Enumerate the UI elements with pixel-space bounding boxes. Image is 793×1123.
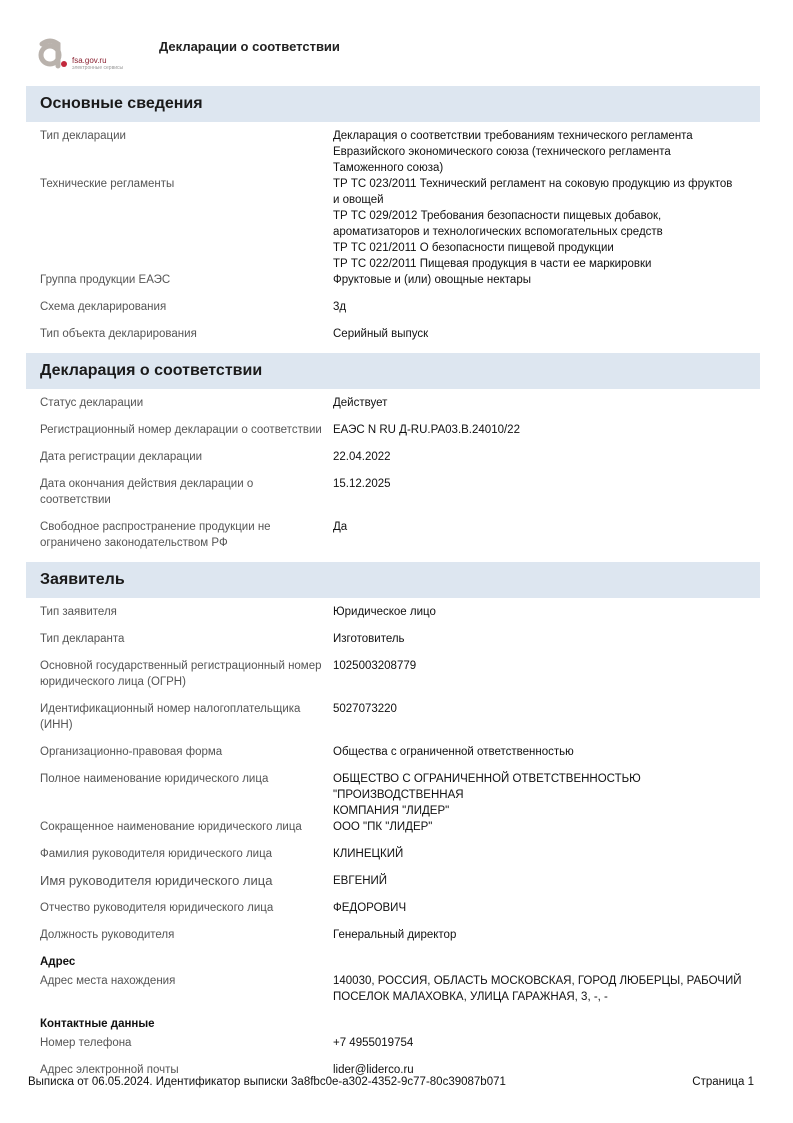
field-value: 22.04.2022: [333, 451, 391, 463]
field-value: Изготовитель: [333, 633, 405, 645]
field-value: Серийный выпуск: [333, 328, 429, 340]
field-value: Действует: [333, 397, 388, 409]
value-line: ТР ТС 021/2011 О безопасности пищевой продукции: [333, 242, 614, 254]
document-header: [30, 30, 760, 76]
field-label: Номер телефона: [40, 1037, 132, 1049]
field-label: Группа продукции ЕАЭС: [40, 274, 171, 286]
value-line: Евразийского экономического союза (технического регламента: [333, 146, 671, 158]
field-value: Да: [333, 521, 348, 533]
field-row: [26, 819, 760, 835]
field-label: Схема декларирования: [40, 301, 167, 313]
field-value: 1025003208779: [333, 660, 417, 672]
field-label: Технические регламенты: [40, 178, 175, 190]
field-label: Полное наименование юридического лица: [40, 773, 269, 785]
field-row: [26, 846, 760, 862]
value-line: Таможенного союза): [333, 162, 444, 174]
field-row: [26, 927, 760, 943]
logo-site-text: fsa.gov.ru: [72, 56, 107, 65]
fsa-logo-icon: [36, 36, 68, 70]
field-value: [333, 973, 760, 1005]
section-header-applicant: Заявитель: [26, 562, 760, 598]
value-line: ТР ТС 022/2011 Пищевая продукция в части ее маркировки: [333, 258, 652, 270]
field-value: Генеральный директор: [333, 929, 457, 941]
field-label: Основной государственный регистрационный номер юридического лица (ОГРН): [40, 660, 322, 688]
field-label: Регистрационный номер декларации о соответствии: [40, 424, 322, 436]
page-title: Декларации о соответствии: [159, 39, 340, 54]
contacts-subheading: Контактные данные: [40, 1018, 155, 1030]
field-row: [26, 176, 760, 272]
field-value: Общества с ограниченной ответственностью: [333, 746, 574, 758]
field-row: [26, 604, 760, 620]
field-value: Фруктовые и (или) овощные нектары: [333, 274, 531, 286]
field-value: [333, 176, 760, 272]
document-content: [26, 86, 760, 1089]
field-value: 5027073220: [333, 703, 397, 715]
fsa-logo: [36, 36, 146, 76]
value-line: ОБЩЕСТВО С ОГРАНИЧЕННОЙ ОТВЕТСТВЕННОСТЬЮ "ПРОИЗВОДСТВЕННАЯ: [333, 773, 641, 801]
field-row: [26, 519, 760, 551]
field-row: [26, 873, 760, 889]
field-value: ЕВГЕНИЙ: [333, 875, 388, 887]
field-row: [26, 449, 760, 465]
value-line: ТР ТС 023/2011 Технический регламент на соковую продукцию из фруктов: [333, 178, 733, 190]
field-value: [333, 128, 760, 176]
field-label: Сокращенное наименование юридического лица: [40, 821, 302, 833]
field-label: Имя руководителя юридического лица: [40, 873, 273, 888]
field-label: Свободное распространение продукции не ограничено законодательством РФ: [40, 521, 271, 549]
field-value: [333, 771, 760, 819]
field-row: [26, 744, 760, 760]
value-line: ароматизаторов и технологических вспомогательных средств: [333, 226, 663, 238]
field-row: [26, 299, 760, 315]
field-row: [26, 272, 760, 288]
extract-info: Выписка от 06.05.2024. Идентификатор выписки 3a8fbc0e-a302-4352-9c77-80c39087b071: [28, 1076, 506, 1088]
field-value: lider@liderco.ru: [333, 1064, 414, 1076]
field-label: Адрес места нахождения: [40, 975, 176, 987]
field-row: [26, 701, 760, 733]
field-value: ООО "ПК "ЛИДЕР": [333, 821, 433, 833]
logo-subtitle: электронные сервисы: [72, 65, 124, 71]
field-row: [26, 973, 760, 1005]
field-value: 3д: [333, 301, 347, 313]
value-line: и овощей: [333, 194, 384, 206]
field-label: Статус декларации: [40, 397, 144, 409]
document-footer: [28, 1076, 754, 1088]
field-row: [26, 1035, 760, 1051]
field-row: [26, 900, 760, 916]
field-label: Дата окончания действия декларации о соответствии: [40, 478, 254, 506]
section-main-rows: [26, 128, 760, 342]
field-value: КЛИНЕЦКИЙ: [333, 848, 404, 860]
field-value: ЕАЭС N RU Д-RU.РА03.В.24010/22: [333, 424, 520, 436]
field-label: Должность руководителя: [40, 929, 175, 941]
field-value: ФЕДОРОВИЧ: [333, 902, 407, 914]
field-row: [26, 631, 760, 647]
field-value: +7 4955019754: [333, 1037, 414, 1049]
value-line: 140030, РОССИЯ, ОБЛАСТЬ МОСКОВСКАЯ, ГОРОД ЛЮБЕРЦЫ, РАБОЧИЙ: [333, 975, 742, 987]
field-row: [26, 476, 760, 508]
field-row: [26, 422, 760, 438]
section-applicant-rows: [26, 604, 760, 1078]
field-label: Отчество руководителя юридического лица: [40, 902, 274, 914]
value-line: ПОСЕЛОК МАЛАХОВКА, УЛИЦА ГАРАЖНАЯ, 3, -, -: [333, 991, 608, 1003]
field-row: [26, 128, 760, 176]
field-row: [26, 658, 760, 690]
value-line: ТР ТС 029/2012 Требования безопасности пищевых добавок,: [333, 210, 662, 222]
section-header-main: Основные сведения: [26, 86, 760, 122]
field-label: Фамилия руководителя юридического лица: [40, 848, 273, 860]
section-declaration-rows: [26, 395, 760, 551]
address-subheading: Адрес: [40, 956, 76, 968]
field-label: Тип декларанта: [40, 633, 125, 645]
field-label: Тип заявителя: [40, 606, 117, 618]
value-line: Декларация о соответствии требованиям технического регламента: [333, 130, 693, 142]
field-row: [26, 395, 760, 411]
field-label: Организационно-правовая форма: [40, 746, 223, 758]
field-label: Тип объекта декларирования: [40, 328, 197, 340]
value-line: КОМПАНИЯ "ЛИДЕР": [333, 805, 450, 817]
field-label: Тип декларации: [40, 130, 126, 142]
field-row: [26, 326, 760, 342]
field-label: Адрес электронной почты: [40, 1064, 179, 1076]
field-value: 15.12.2025: [333, 478, 391, 490]
field-label: Идентификационный номер налогоплательщика (ИНН): [40, 703, 301, 731]
field-value: Юридическое лицо: [333, 606, 436, 618]
field-row: [26, 771, 760, 819]
field-label: Дата регистрации декларации: [40, 451, 203, 463]
page-number: Страница 1: [692, 1076, 754, 1088]
section-header-declaration: Декларация о соответствии: [26, 353, 760, 389]
